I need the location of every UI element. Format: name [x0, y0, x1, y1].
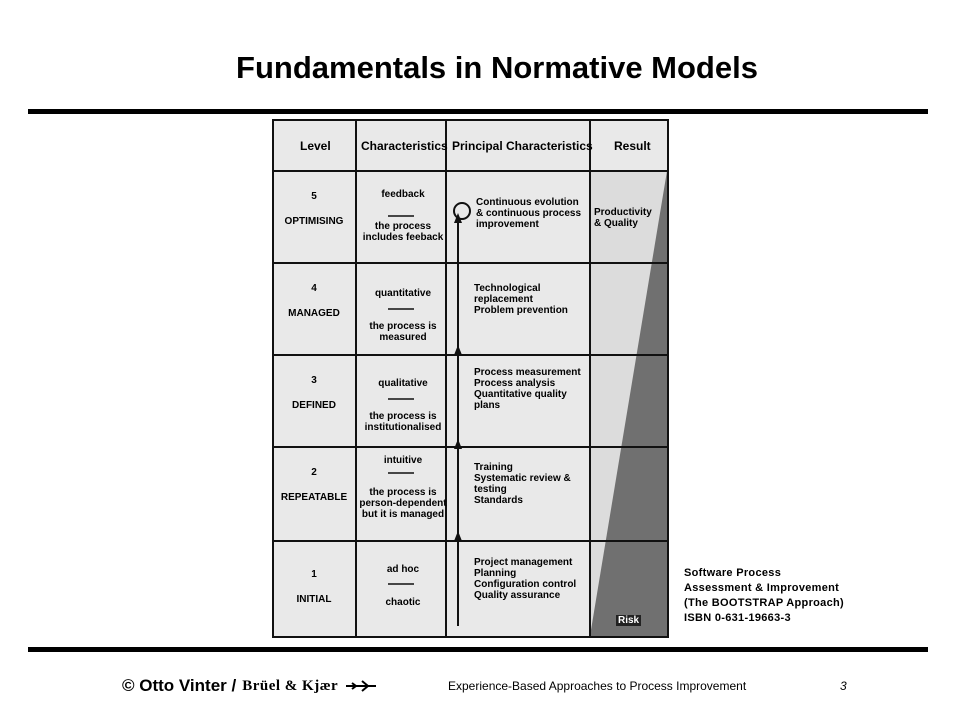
level-5-name: OPTIMISING — [284, 216, 344, 227]
level-5-char-bottom: the process includes feeback — [362, 221, 444, 243]
bottom-divider — [28, 647, 928, 652]
level-1-char-bottom: chaotic — [385, 597, 421, 608]
level-2-principal: Training Systematic review & testing Standards — [474, 462, 571, 506]
level-5-number: 5 — [311, 191, 317, 202]
slide-title: Fundamentals in Normative Models — [236, 50, 758, 85]
level-4-char-bottom: the process is measured — [369, 321, 437, 343]
level-1-number: 1 — [311, 569, 317, 580]
top-divider — [28, 109, 928, 114]
bootstrap-maturity-figure — [272, 119, 669, 638]
footer-title: Experience-Based Approaches to Process Improvement — [448, 679, 747, 693]
header-level: Level — [300, 139, 331, 153]
page-number: 3 — [840, 679, 847, 693]
level-3-number: 3 — [311, 375, 317, 386]
level-4-number: 4 — [311, 283, 317, 294]
cycle-icon — [454, 203, 470, 219]
header-result: Result — [614, 139, 651, 153]
level-4-principal: Technological replacement Problem prevention — [474, 283, 568, 316]
source-citation: Software Process Assessment & Improvement (The BOOTSTRAP Approach) ISBN 0-631-19663-3 — [684, 567, 844, 624]
level-3-name: DEFINED — [292, 400, 336, 411]
level-2-char-bottom: the process is person-dependent but it is managed — [359, 487, 447, 520]
level-2-char-top: intuitive — [383, 455, 423, 466]
copyright-text: © Otto Vinter / — [122, 676, 237, 695]
footer-copyright — [122, 676, 378, 696]
level-1-principal: Project management Planning Configuration control Quality assurance — [474, 557, 577, 601]
level-4-char-top: quantitative — [374, 288, 432, 299]
level-5-char-top: feedback — [381, 189, 425, 200]
level-4-name: MANAGED — [288, 308, 340, 319]
level-1-name: INITIAL — [296, 594, 332, 605]
level-3-char-bottom: the process is institutionalised — [364, 411, 442, 433]
header-characteristics: Characteristics — [361, 139, 448, 153]
company-logo: Brüel & Kjær — [242, 677, 339, 694]
result-productivity-quality: Productivity & Quality — [594, 207, 652, 229]
level-3-char-top: qualitative — [378, 378, 428, 389]
level-2-name: REPEATABLE — [280, 492, 348, 503]
company-logo-icon — [344, 679, 378, 693]
level-1-char-top: ad hoc — [386, 564, 420, 575]
level-2-number: 2 — [311, 467, 317, 478]
level-3-principal: Process measurement Process analysis Quantitative quality plans — [474, 367, 581, 411]
level-5-principal: Continuous evolution & continuous process improvement — [476, 197, 582, 230]
result-risk: Risk — [618, 615, 640, 626]
header-principal: Principal Characteristics — [452, 139, 593, 153]
